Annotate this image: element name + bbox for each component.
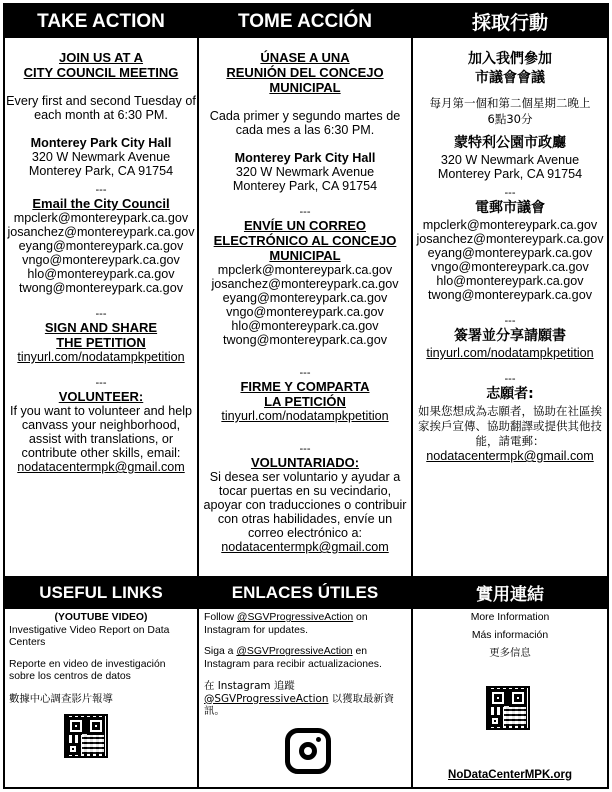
separator: --- <box>299 206 311 218</box>
separator: --- <box>299 367 311 379</box>
separator: --- <box>95 308 107 320</box>
email-link[interactable]: vngo@montereypark.ca.gov <box>226 305 384 319</box>
header-useful-links: USEFUL LINKS <box>5 576 197 609</box>
petition-heading: 簽署並分享請願書 <box>454 328 566 344</box>
volunteer-email-link[interactable]: nodatacentermpk@gmail.com <box>426 449 594 463</box>
email-link[interactable]: mpclerk@montereypark.ca.gov <box>422 218 598 232</box>
video-qr-code[interactable] <box>64 714 108 758</box>
volunteer-email-link[interactable]: nodatacentermpk@gmail.com <box>17 460 185 474</box>
petition-heading-1: FIRME Y COMPARTA <box>240 379 370 394</box>
email-link[interactable]: twong@montereypark.ca.gov <box>223 333 387 347</box>
separator: --- <box>299 443 311 455</box>
meeting-schedule: Every first and second Tuesday of each month at 6:30 PM. <box>6 94 196 122</box>
instagram-icon[interactable] <box>285 728 331 774</box>
header-zh-action: 採取行動 <box>413 5 607 38</box>
separator: --- <box>504 315 516 327</box>
petition-heading-1: SIGN AND SHARE <box>44 320 158 335</box>
header-take-action: TAKE ACTION <box>5 5 197 38</box>
separator: --- <box>504 373 516 385</box>
volunteer-text: 如果您想成為志願者，協助在社區挨家挨戶宣傳、協助翻譯或提供其他技能，請電郵： <box>418 404 602 448</box>
email-council-heading: 電郵市議會 <box>475 200 545 216</box>
volunteer-heading: VOLUNTEER: <box>58 389 144 404</box>
youtube-label: (YOUTUBE VIDEO) <box>54 612 148 623</box>
instagram-handle-link[interactable]: @SGVProgressiveAction <box>236 646 353 657</box>
email-council-heading-2: ELECTRÓNICO AL CONCEJO <box>213 233 397 248</box>
instagram-text-en: Follow @SGVProgressiveAction on Instagram for updates. <box>204 612 368 636</box>
email-link[interactable]: twong@montereypark.ca.gov <box>19 281 183 295</box>
more-info-box <box>416 612 604 660</box>
separator: --- <box>95 377 107 389</box>
video-links-box <box>9 612 193 705</box>
email-council-heading-1: ENVÍE UN CORREO <box>243 218 367 233</box>
venue-address-2: Monterey Park, CA 91754 <box>232 179 378 193</box>
email-council-heading: Email the City Council <box>32 196 170 211</box>
more-info-en: More Information <box>470 612 550 623</box>
email-council-heading-3: MUNICIPAL <box>269 248 341 263</box>
volunteer-heading: VOLUNTARIADO: <box>250 455 360 470</box>
petition-link[interactable]: tinyurl.com/nodatampkpetition <box>426 346 594 360</box>
instagram-box <box>204 612 408 718</box>
meeting-schedule: Cada primer y segundo martes de cada mes a las 6:30 PM. <box>209 109 401 137</box>
video-description-en: Investigative Video Report on Data Centers <box>9 624 170 648</box>
email-link[interactable]: mpclerk@montereypark.ca.gov <box>13 211 189 225</box>
meeting-heading-2: 市議會會議 <box>475 70 545 86</box>
video-description-zh: 數據中心調查影片報導 <box>9 692 113 705</box>
email-link[interactable]: hlo@montereypark.ca.gov <box>436 274 584 288</box>
header-tome-accion: TOME ACCIÓN <box>199 5 411 38</box>
website-qr-code[interactable] <box>486 686 530 730</box>
venue-address-1: 320 W Newmark Avenue <box>31 150 171 164</box>
more-info-zh: 更多信息 <box>489 647 531 659</box>
venue-name: 蒙特利公園市政廳 <box>454 135 566 151</box>
header-zh-links: 實用連結 <box>413 576 607 609</box>
instagram-handle-link[interactable]: @SGVProgressiveAction <box>236 612 354 623</box>
volunteer-text: If you want to volunteer and help canvass your neighborhood, assist with translations, or contribute other skills, email: <box>9 404 193 460</box>
email-link[interactable]: vngo@montereypark.ca.gov <box>22 253 180 267</box>
email-link[interactable]: twong@montereypark.ca.gov <box>428 288 592 302</box>
venue-address-2: Monterey Park, CA 91754 <box>437 167 583 181</box>
volunteer-text: Si desea ser voluntario y ayudar a tocar puertas en su vecindario, apoyar con traducciones o contribuir con otras habilidades, envíe un correo electrónico a: <box>203 470 407 540</box>
email-link[interactable]: josanchez@montereypark.ca.gov <box>211 277 399 291</box>
column-divider-left <box>197 5 199 787</box>
email-link[interactable]: hlo@montereypark.ca.gov <box>27 267 175 281</box>
venue-address-2: Monterey Park, CA 91754 <box>28 164 174 178</box>
meeting-heading-2: REUNIÓN DEL CONCEJO <box>226 65 384 80</box>
meeting-heading-3: MUNICIPAL <box>269 80 341 95</box>
petition-link[interactable]: tinyurl.com/nodatampkpetition <box>221 409 389 423</box>
meeting-heading-1: 加入我們參加 <box>468 51 552 67</box>
more-info-es: Más información <box>471 629 549 641</box>
instagram-handle-link[interactable]: @SGVProgressiveAction <box>204 692 329 705</box>
meeting-heading-2: CITY COUNCIL MEETING <box>23 65 179 80</box>
english-column <box>6 50 196 474</box>
meeting-schedule: 每月第一個和第二個星期二晚上6點30分 <box>429 96 591 126</box>
email-link[interactable]: eyang@montereypark.ca.gov <box>427 246 593 260</box>
petition-heading-2: LA PETICIÓN <box>264 394 346 409</box>
email-link[interactable]: hlo@montereypark.ca.gov <box>231 319 379 333</box>
instagram-text-zh: 在 Instagram 追蹤 @SGVProgressiveAction 以獲取最新資訊。 <box>204 680 395 717</box>
instagram-text-es: Siga a @SGVProgressiveAction en Instagram para recibir actualizaciones. <box>204 646 382 670</box>
email-link[interactable]: josanchez@montereypark.ca.gov <box>7 225 195 239</box>
separator: --- <box>95 184 107 196</box>
column-divider-right <box>411 5 413 787</box>
venue-name: Monterey Park City Hall <box>234 151 376 165</box>
petition-heading-2: THE PETITION <box>56 335 146 350</box>
email-link[interactable]: eyang@montereypark.ca.gov <box>222 291 388 305</box>
header-enlaces-utiles: ENLACES ÚTILES <box>199 576 411 609</box>
meeting-heading-1: JOIN US AT A <box>58 50 144 65</box>
petition-link[interactable]: tinyurl.com/nodatampkpetition <box>17 350 185 364</box>
email-link[interactable]: eyang@montereypark.ca.gov <box>18 239 184 253</box>
website-link[interactable]: NoDataCenterMPK.org <box>448 769 572 781</box>
chinese-column <box>414 50 606 463</box>
email-link[interactable]: josanchez@montereypark.ca.gov <box>416 232 604 246</box>
spanish-column <box>200 50 410 554</box>
meeting-heading-1: ÚNASE A UNA <box>260 50 350 65</box>
separator: --- <box>504 187 516 199</box>
video-description-es: Reporte en video de investigación sobre los centros de datos <box>9 658 166 682</box>
volunteer-email-link[interactable]: nodatacentermpk@gmail.com <box>221 540 389 554</box>
email-link[interactable]: vngo@montereypark.ca.gov <box>431 260 589 274</box>
volunteer-heading: 志願者: <box>486 386 534 402</box>
email-link[interactable]: mpclerk@montereypark.ca.gov <box>217 263 393 277</box>
venue-address-1: 320 W Newmark Avenue <box>235 165 375 179</box>
venue-name: Monterey Park City Hall <box>30 136 172 150</box>
venue-address-1: 320 W Newmark Avenue <box>440 153 580 167</box>
